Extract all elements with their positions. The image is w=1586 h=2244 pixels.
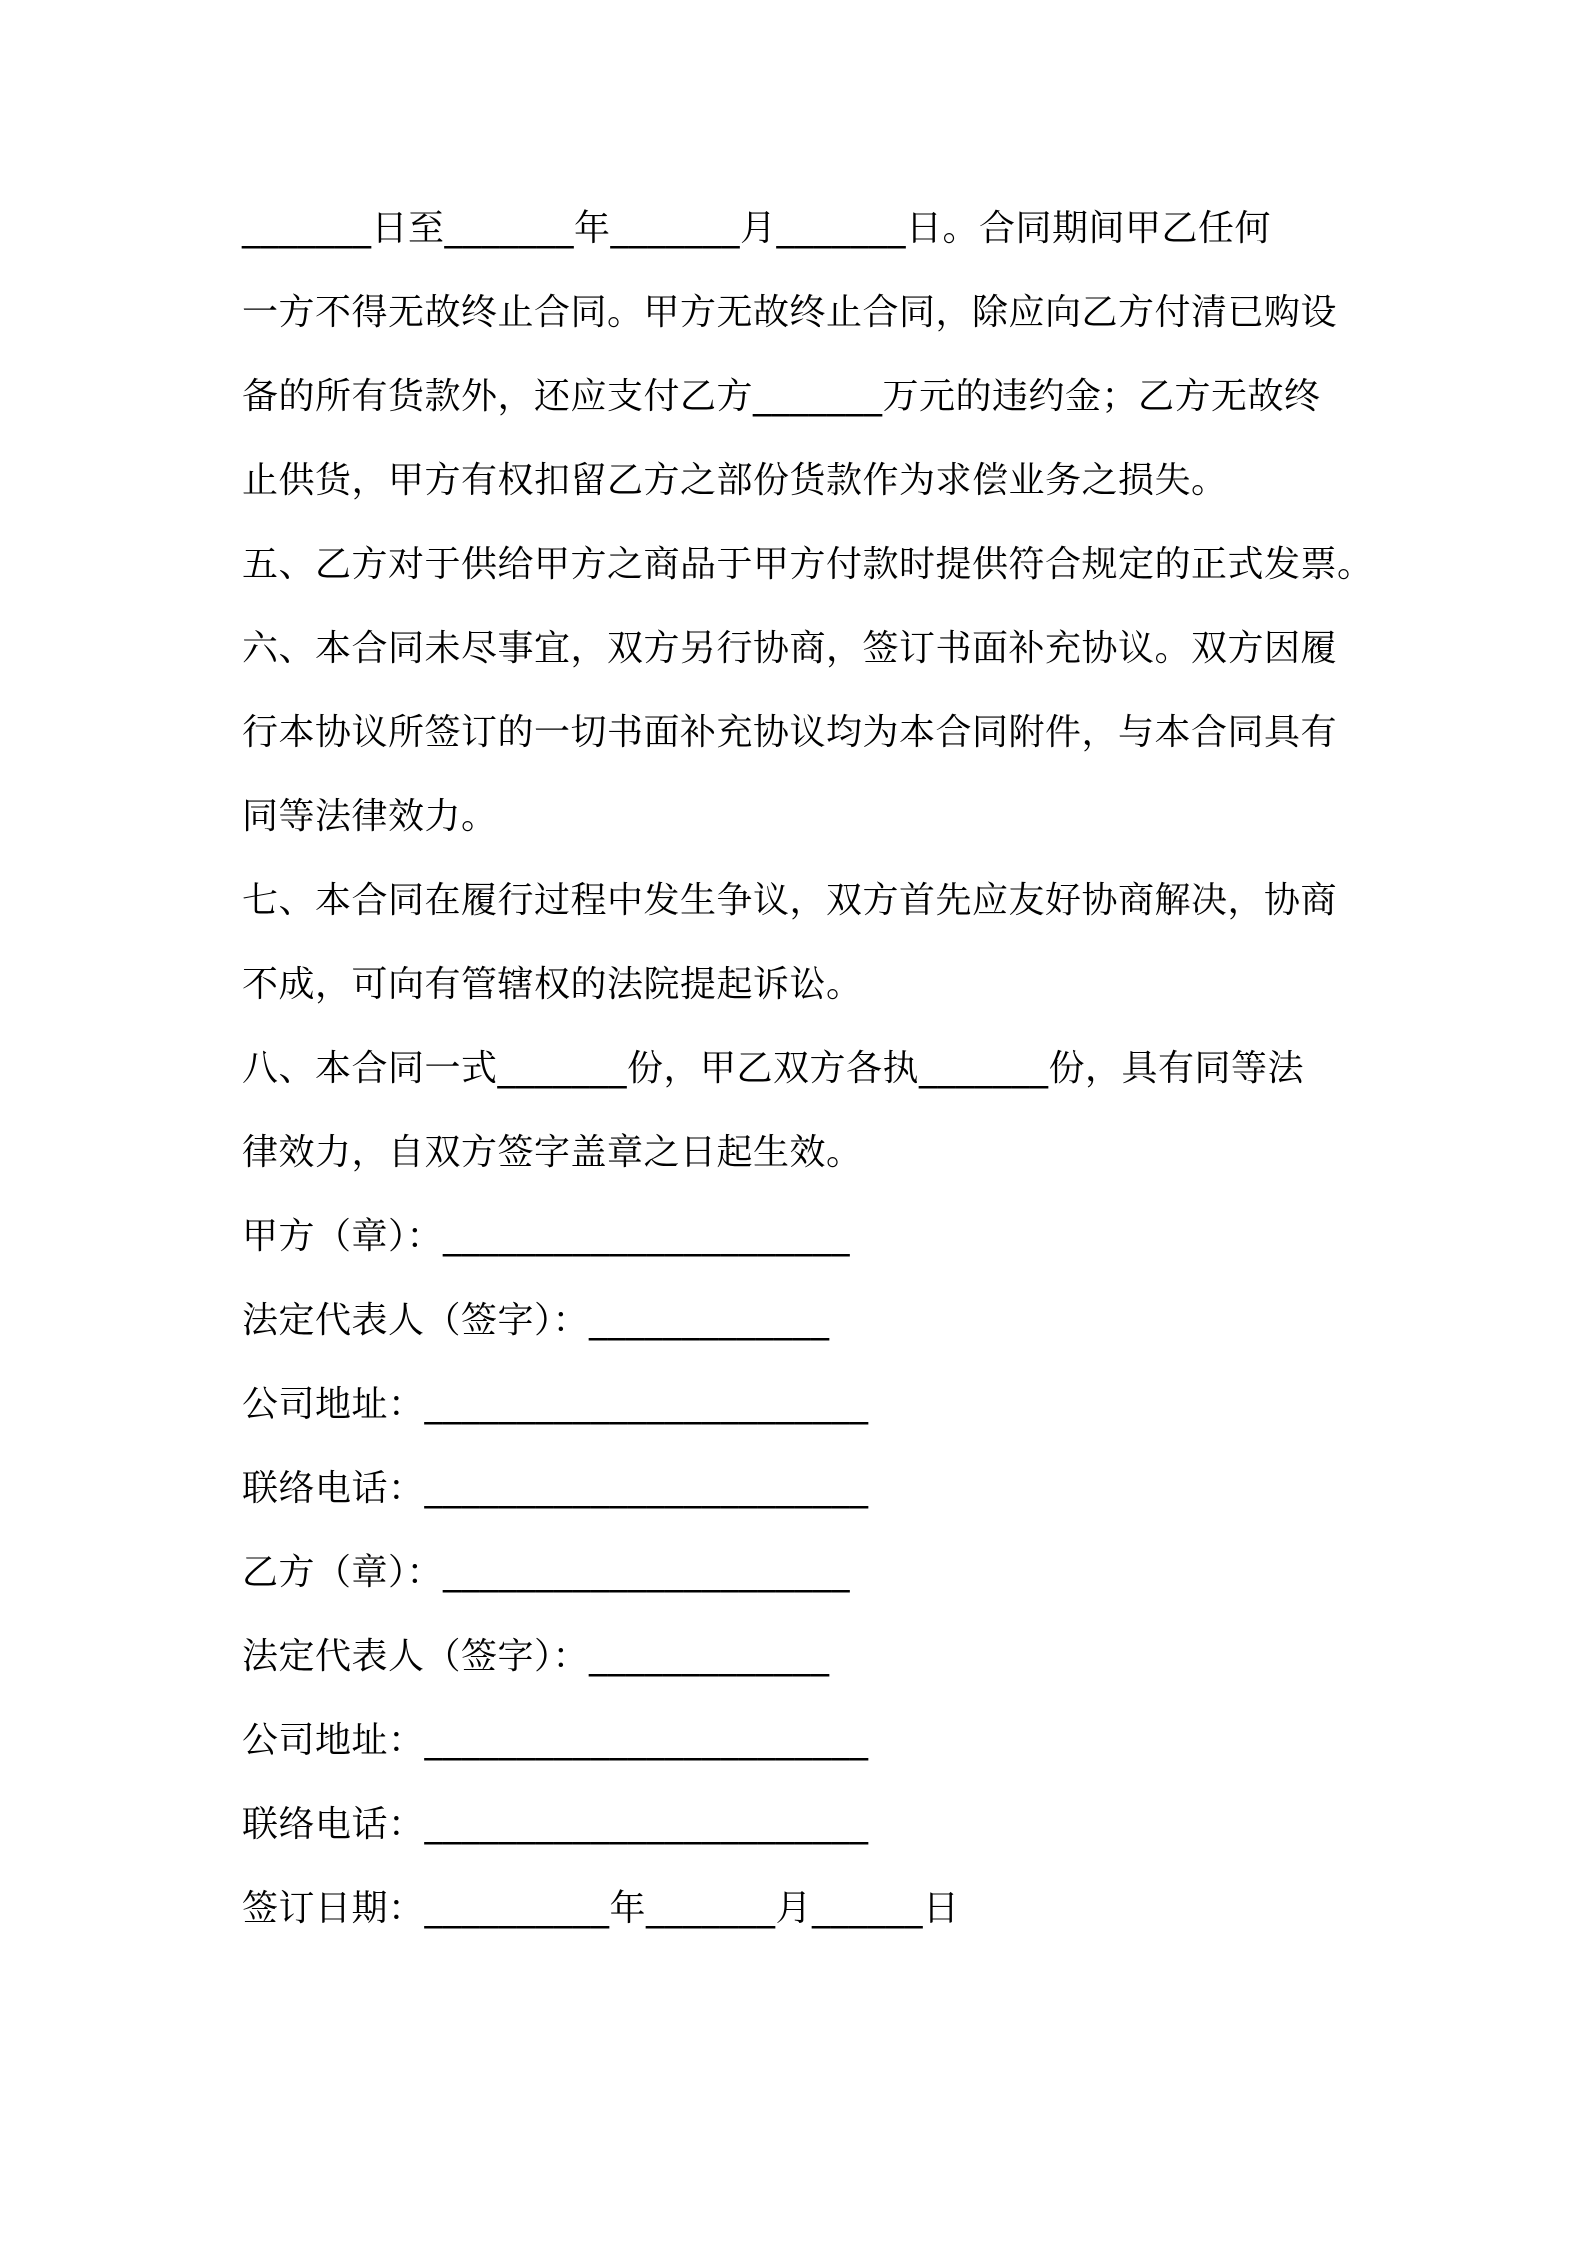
clause-eight: 八、本合同一式_______份，甲乙双方各执_______份，具有同等法 — [242, 1048, 1305, 1089]
clause-six: 六、本合同未尽事宜，双方另行协商，签订书面补充协议。双方因履 — [242, 628, 1338, 669]
party-b-address-field: 公司地址：________________________ — [242, 1720, 869, 1761]
party-a-phone-field: 联络电话：________________________ — [242, 1468, 869, 1509]
party-a-address-field: 公司地址：________________________ — [242, 1384, 869, 1425]
text-line: 一方不得无故终止合同。甲方无故终止合同，除应向乙方付清已购设 — [242, 292, 1338, 333]
text-line: 止供货，甲方有权扣留乙方之部份货款作为求偿业务之损失。 — [242, 460, 1228, 501]
text-line: 律效力，自双方签字盖章之日起生效。 — [242, 1132, 863, 1173]
party-a-representative-field: 法定代表人（签字）：_____________ — [242, 1300, 830, 1341]
text-line: 备的所有货款外，还应支付乙方_______万元的违约金；乙方无故终 — [242, 376, 1321, 417]
party-b-seal-field: 乙方（章）：______________________ — [242, 1552, 851, 1593]
text-line: 同等法律效力。 — [242, 796, 498, 837]
text-line: 行本协议所签订的一切书面补充协议均为本合同附件，与本合同具有 — [242, 712, 1338, 753]
clause-five: 五、乙方对于供给甲方之商品于甲方付款时提供符合规定的正式发票。 — [242, 544, 1374, 585]
clause-seven: 七、本合同在履行过程中发生争议，双方首先应友好协商解决，协商 — [242, 880, 1338, 921]
party-a-seal-field: 甲方（章）：______________________ — [242, 1216, 851, 1257]
party-b-representative-field: 法定代表人（签字）：_____________ — [242, 1636, 830, 1677]
signing-date-field: 签订日期：__________年_______月______日 — [242, 1888, 960, 1929]
text-line: _______日至_______年_______月_______日。合同期间甲乙任何 — [242, 208, 1272, 249]
text-line: 不成，可向有管辖权的法院提起诉讼。 — [242, 964, 863, 1005]
party-b-phone-field: 联络电话：________________________ — [242, 1804, 869, 1845]
